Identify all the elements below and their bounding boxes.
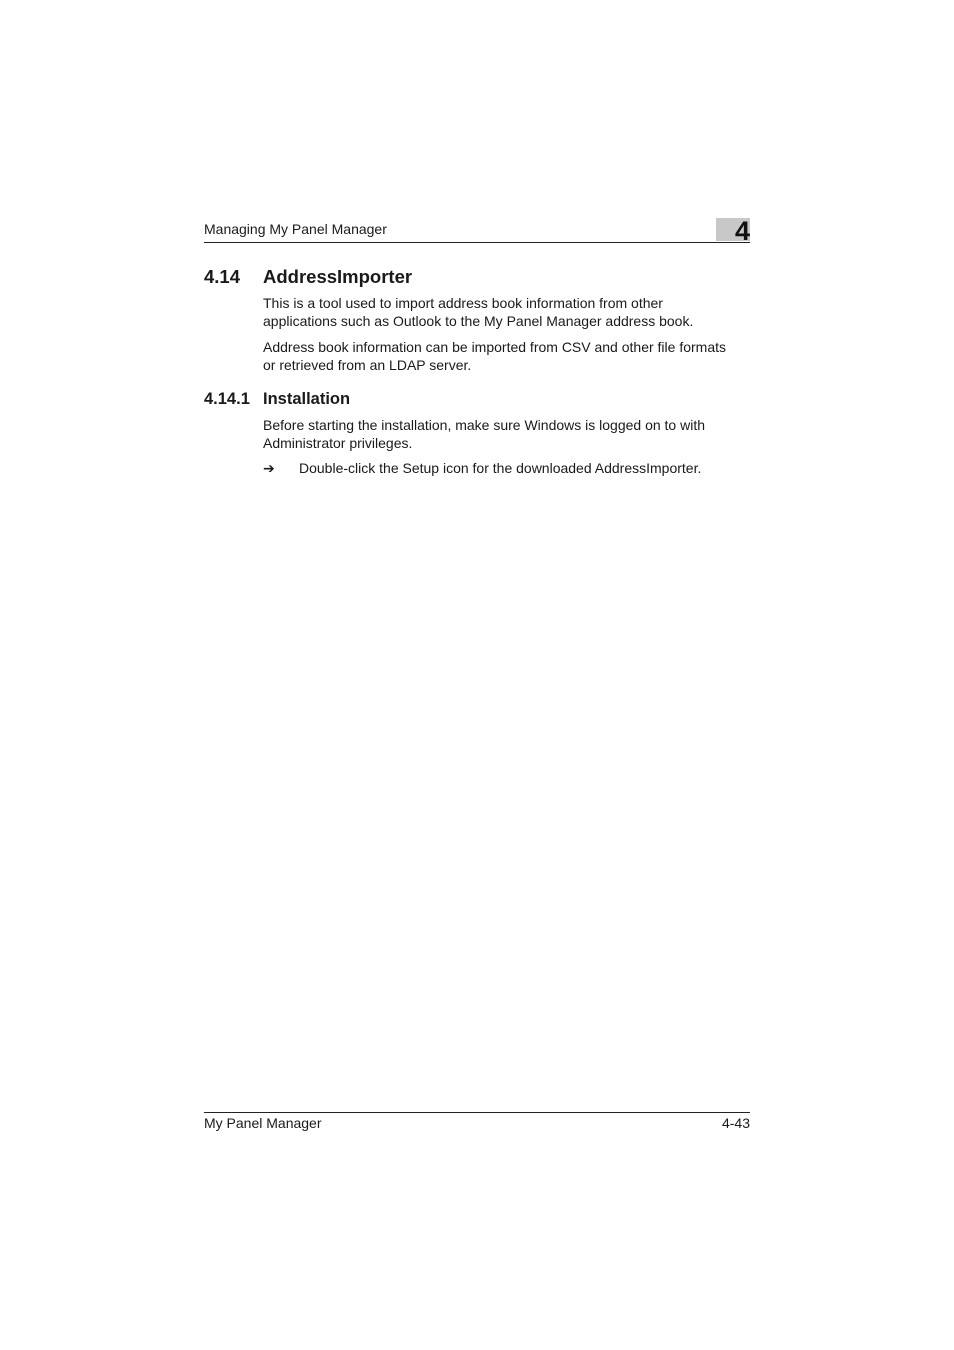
step-arrow-icon: ➔ (263, 460, 275, 476)
subsection-number: 4.14.1 (204, 390, 250, 408)
paragraph-line: This is a tool used to import address book information from other (263, 295, 663, 311)
subsection-title: Installation (263, 390, 351, 408)
footer-product-name: My Panel Manager (204, 1115, 322, 1131)
paragraph-line: Address book information can be imported from CSV and other file formats (263, 339, 726, 355)
paragraph-line: Before starting the installation, make sure Windows is logged on to with (263, 417, 706, 433)
section-paragraph-1 (263, 294, 755, 330)
subsection-paragraph (263, 416, 755, 452)
header-divider (204, 242, 750, 243)
paragraph-line: or retrieved from an LDAP server. (263, 357, 472, 373)
paragraph-line: Administrator privileges. (263, 435, 413, 451)
chapter-number: 4 (734, 216, 750, 246)
running-header-title: Managing My Panel Manager (204, 221, 387, 237)
section-title: AddressImporter (263, 266, 413, 287)
step-instruction: Double-click the Setup icon for the downloaded AddressImporter. (299, 460, 702, 476)
section-number: 4.14 (204, 266, 241, 287)
section-paragraph-2 (263, 338, 755, 374)
paragraph-line: applications such as Outlook to the My Panel Manager address book. (263, 313, 694, 329)
footer-divider (204, 1112, 750, 1113)
page-number: 4-43 (721, 1115, 750, 1131)
